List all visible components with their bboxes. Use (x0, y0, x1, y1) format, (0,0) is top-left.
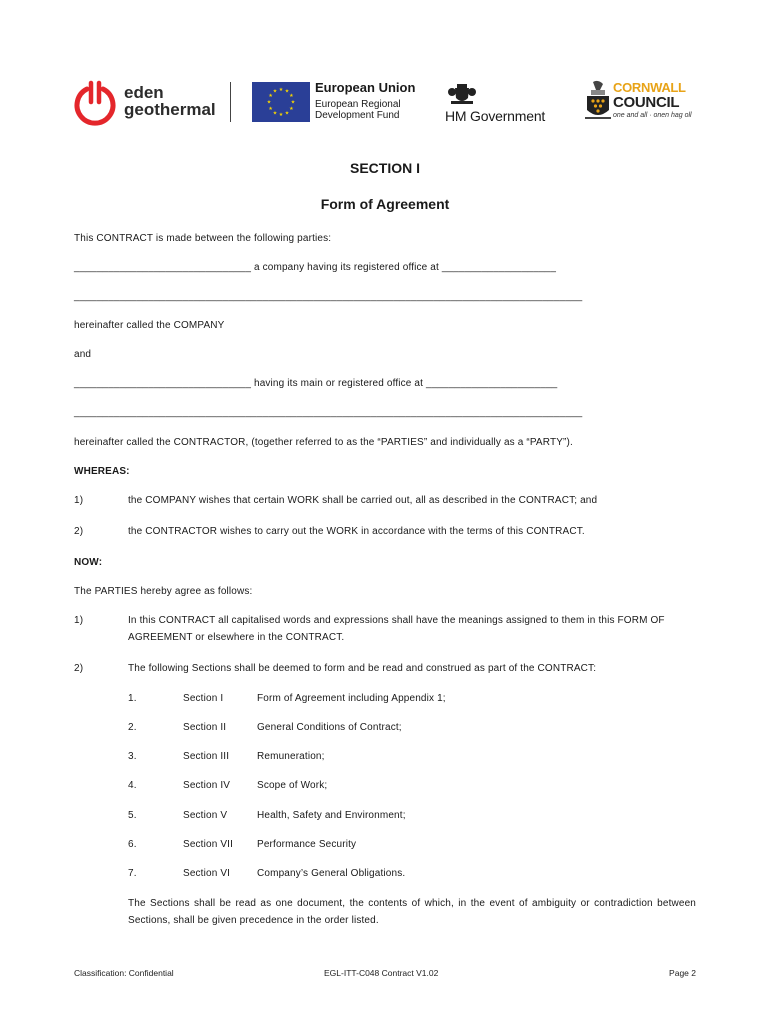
section-desc: Scope of Work; (257, 780, 328, 791)
section-num: 7. (128, 868, 137, 879)
cornwall-motto: one and all · onen hag oll (613, 112, 692, 119)
intro-text: This CONTRACT is made between the following parties: (74, 233, 332, 244)
section-num: 1. (128, 693, 137, 704)
section-desc: Remuneration; (257, 751, 325, 762)
footer-reference: EGL-ITT-C048 Contract V1.02 (324, 968, 439, 978)
party1-line2: _________________________________________________________________________________________ (74, 291, 583, 302)
cornwall-crest-icon (585, 80, 611, 124)
eu-sub2: Development Fund (315, 110, 400, 121)
whereas-item-2-num: 2) (74, 526, 84, 537)
section-label: Section VII (183, 839, 234, 850)
eden-logo-text (124, 84, 216, 118)
svg-text:★: ★ (278, 112, 284, 118)
section-desc: Company’s General Obligations. (257, 868, 406, 879)
section-label: Section IV (183, 780, 231, 791)
section-title: SECTION I (349, 160, 420, 176)
contractor-called: hereinafter called the CONTRACTOR, (together referred to as the “PARTIES” and individually as a “PARTY”). (74, 437, 573, 448)
svg-text:★: ★ (289, 93, 294, 99)
section-num: 6. (128, 839, 137, 850)
section-desc: General Conditions of Contract; (257, 722, 402, 733)
section-desc: Form of Agreement including Appendix 1; (257, 693, 446, 704)
footer-classification: Classification: Confidential (74, 968, 174, 978)
svg-text:★: ★ (290, 99, 296, 106)
section-label: Section I (183, 693, 224, 704)
section-label: Section II (183, 722, 227, 733)
party2-line2: _________________________________________________________________________________________ (74, 407, 583, 418)
eu-flag-icon (252, 82, 310, 122)
cornwall-council-logo (585, 78, 700, 128)
svg-text:★: ★ (284, 110, 290, 117)
svg-text:★: ★ (289, 106, 294, 112)
form-title: Form of Agreement (320, 196, 450, 212)
eu-subtitle (315, 99, 401, 121)
agree-text: The PARTIES hereby agree as follows: (74, 586, 253, 597)
power-icon (72, 80, 118, 126)
section-desc: Performance Security (257, 839, 357, 850)
whereas-item-2-text: the CONTRACTOR wishes to carry out the WORK in accordance with the terms of this CONTRACT. (128, 526, 585, 537)
eden-line2: geothermal (124, 100, 216, 119)
section-num: 3. (128, 751, 137, 762)
company-called: hereinafter called the COMPANY (74, 320, 225, 331)
eu-erdf-logo (252, 82, 432, 122)
whereas-heading: WHEREAS: (74, 466, 130, 477)
now-item-2-num: 2) (74, 663, 84, 674)
whereas-item-1-text: the COMPANY wishes that certain WORK shall be carried out, all as described in the CONTRACT; and (128, 495, 598, 506)
precedence-text: The Sections shall be read as one document, the contents of which, in the event of ambiguity or contradiction between Sections, shall be given precedence in the order listed. (128, 898, 696, 926)
now-item-1-num: 1) (74, 615, 84, 626)
cornwall-line2: COUNCIL (613, 94, 680, 111)
section-num: 4. (128, 780, 137, 791)
footer-page-number: Page 2 (669, 968, 696, 978)
section-desc: Health, Safety and Environment; (257, 810, 406, 821)
hm-government-logo (443, 80, 573, 124)
now-item-2-text: The following Sections shall be deemed to form and be read and construed as part of the CONTRACT: (128, 663, 597, 674)
eden-geothermal-logo (70, 78, 220, 128)
whereas-item-1-num: 1) (74, 495, 84, 506)
svg-text:★: ★ (266, 99, 272, 106)
svg-text:★: ★ (268, 93, 273, 99)
svg-text:★: ★ (272, 110, 278, 117)
logo-divider (230, 82, 231, 122)
and-text: and (74, 349, 92, 360)
party2-line: _______________________________ having its main or registered office at _______________________ (74, 378, 558, 389)
logo-strip (70, 74, 700, 130)
svg-text:★: ★ (278, 87, 284, 93)
svg-text:★: ★ (268, 106, 273, 112)
svg-text:★: ★ (284, 88, 290, 95)
hmg-text: HM Government (445, 108, 546, 124)
cornwall-line1: CORNWALL (613, 80, 686, 95)
eden-line1: eden (124, 83, 164, 102)
svg-text:★: ★ (272, 88, 278, 95)
now-heading: NOW: (74, 557, 103, 568)
party1-line: _______________________________ a company having its registered office at ____________________ (74, 262, 557, 273)
now-item-1-text: In this CONTRACT all capitalised words and expressions shall have the meanings assigned to them in this FORM OF AGREEMENT or elsewhere in the CONTRACT. (128, 615, 665, 643)
section-num: 5. (128, 810, 137, 821)
eu-title: European Union (315, 80, 416, 95)
section-label: Section III (183, 751, 230, 762)
section-num: 2. (128, 722, 137, 733)
section-label: Section V (183, 810, 228, 821)
section-label: Section VI (183, 868, 231, 879)
royal-crest-icon (447, 80, 477, 106)
eu-sub1: European Regional (315, 99, 401, 110)
